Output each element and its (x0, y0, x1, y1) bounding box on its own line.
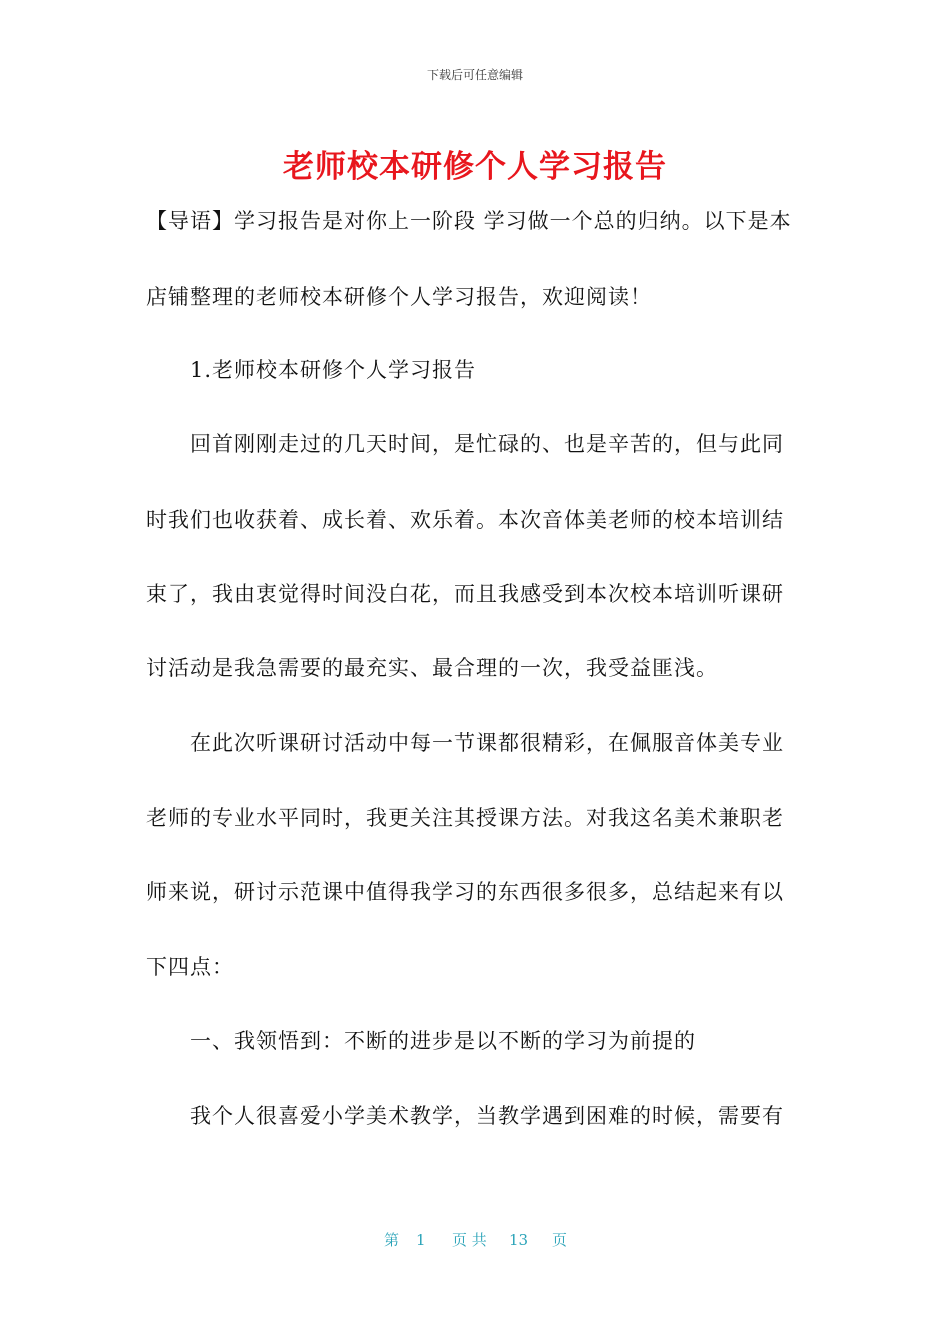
paragraph-line: 我个人很喜爱小学美术教学，当教学遇到困难的时候，需要有 (190, 1104, 784, 1128)
paragraph-line: 讨活动是我急需要的最充实、最合理的一次，我受益匪浅。 (146, 656, 718, 680)
page-footer (0, 1228, 950, 1252)
document-title: 老师校本研修个人学习报告 (283, 149, 667, 185)
footer-middle: 页 共 (452, 1231, 487, 1249)
header-note: 下载后可任意编辑 (426, 68, 523, 82)
paragraph-line: 束了，我由衷觉得时间没白花，而且我感受到本次校本培训听课研 (146, 582, 784, 606)
page-total: 13 (509, 1231, 529, 1249)
intro-line-1: 【导语】学习报告是对你上一阶段 学习做一个总的归纳。以下是本 (146, 209, 792, 233)
paragraph-line: 回首刚刚走过的几天时间，是忙碌的、也是辛苦的，但与此同 (190, 432, 784, 456)
paragraph-line: 师来说，研讨示范课中值得我学习的东西很多很多，总结起来有以 (146, 880, 784, 904)
subheading-line: 一、我领悟到：不断的进步是以不断的学习为前提的 (190, 1029, 696, 1053)
paragraph-line: 时我们也收获着、成长着、欢乐着。本次音体美老师的校本培训结 (146, 508, 784, 532)
footer-suffix: 页 (552, 1231, 568, 1249)
paragraph-line: 下四点： (146, 955, 234, 979)
paragraph-line: 老师的专业水平同时，我更关注其授课方法。对我这名美术兼职老 (146, 806, 784, 830)
intro-line-2: 店铺整理的老师校本研修个人学习报告，欢迎阅读！ (146, 285, 652, 309)
section-heading-1: 1.老师校本研修个人学习报告 (190, 358, 477, 382)
page-current: 1 (416, 1231, 426, 1249)
footer-prefix: 第 (384, 1231, 400, 1249)
paragraph-line: 在此次听课研讨活动中每一节课都很精彩，在佩服音体美专业 (190, 731, 784, 755)
